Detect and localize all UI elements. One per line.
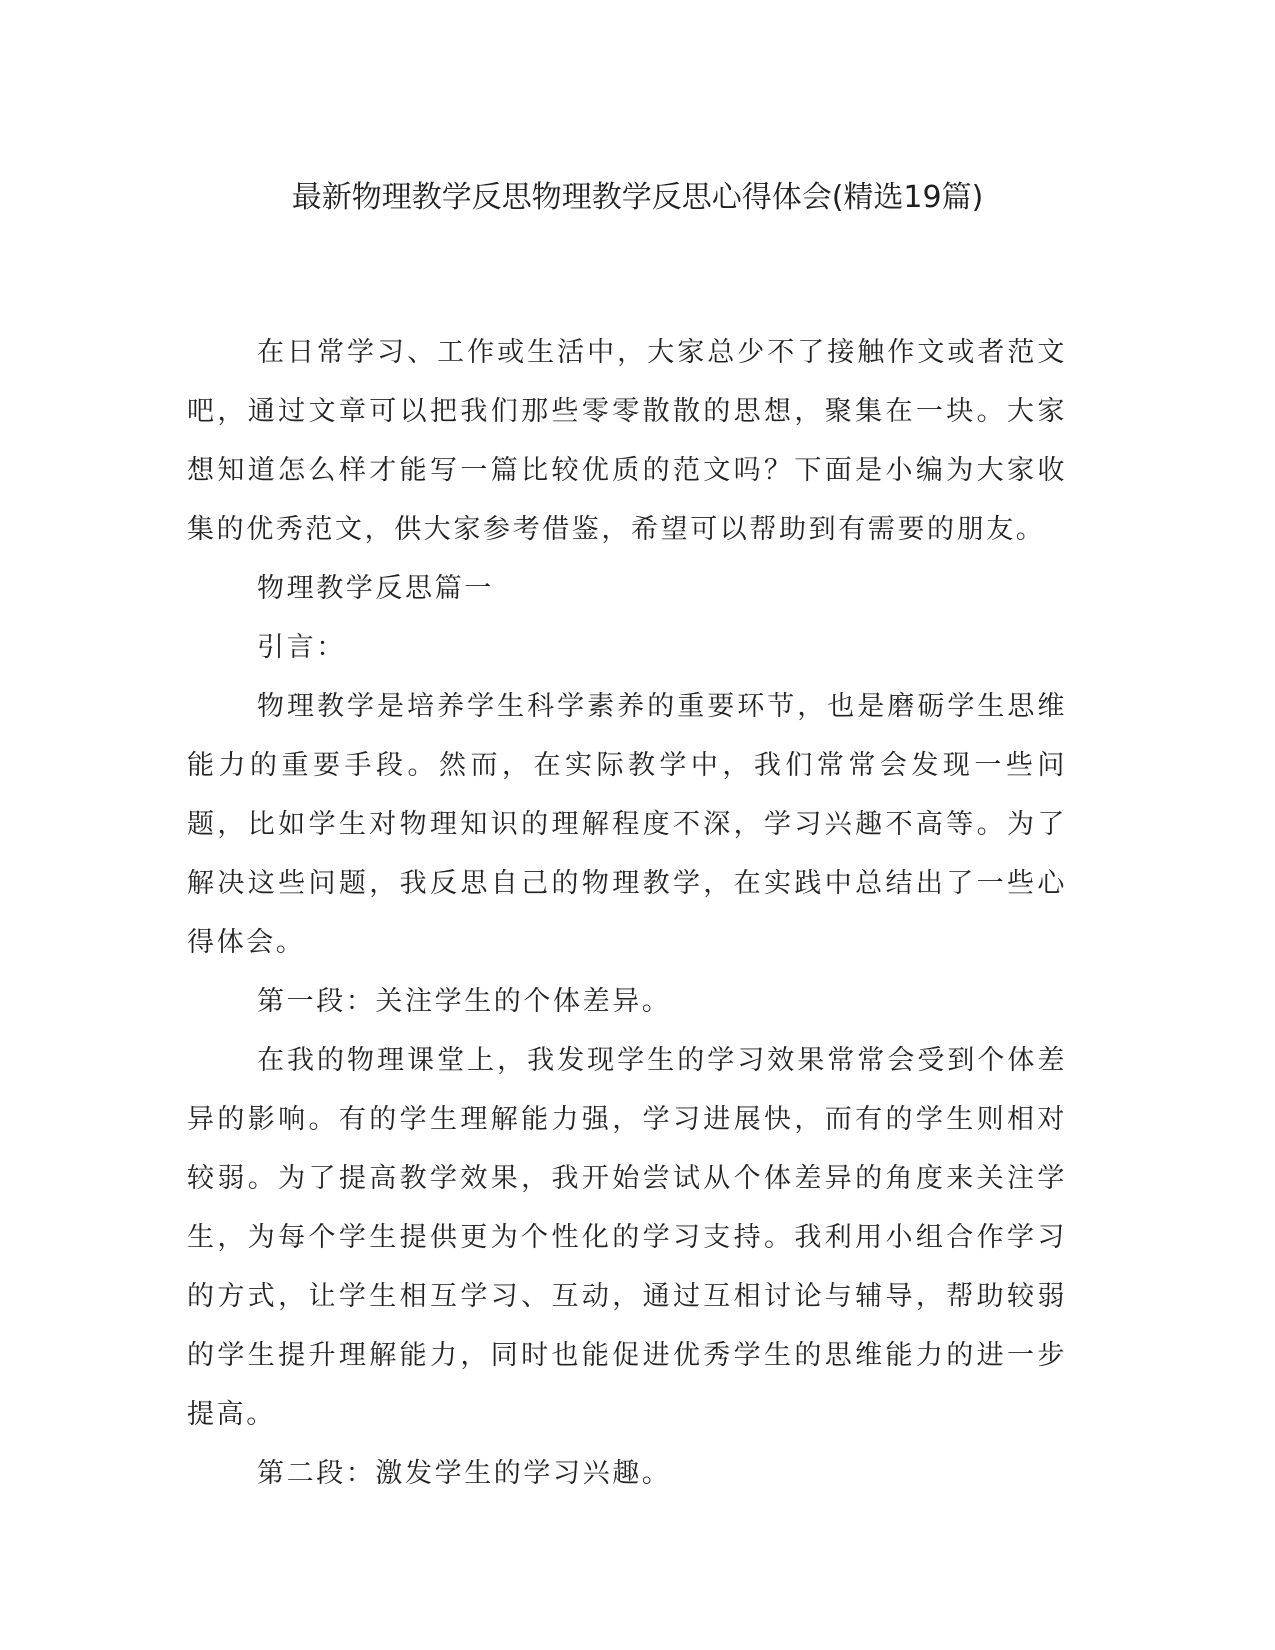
- first-segment-paragraph: 在我的物理课堂上，我发现学生的学习效果常常会受到个体差异的影响。有的学生理解能力强，学习进展快，而有的学生则相对较弱。为了提高教学效果，我开始尝试从个体差异的角度来关注学生，为每个学生提供更为个性化的学习支持。我利用小组合作学习的方式，让学生相互学习、互动，通过互相讨论与辅导，帮助较弱的学生提升理解能力，同时也能促进优秀学生的思维能力的进一步提高。: [187, 1045, 1067, 1430]
- intro-paragraph: 在日常学习、工作或生活中，大家总少不了接触作文或者范文吧，通过文章可以把我们那些零零散散的思想，聚集在一块。大家想知道怎么样才能写一篇比较优质的范文吗？下面是小编为大家收集的优秀范文，供大家参考借鉴，希望可以帮助到有需要的朋友。: [187, 337, 1067, 545]
- section-heading-first-segment: 第一段：关注学生的个体差异。: [257, 986, 672, 1017]
- introduction-label: 引言：: [257, 632, 346, 663]
- introduction-paragraph: 物理教学是培养学生科学素养的重要环节，也是磨砺学生思维能力的重要手段。然而，在实际教学中，我们常常会发现一些问题，比如学生对物理知识的理解程度不深，学习兴趣不高等。为了解决这些问题，我反思自己的物理教学，在实践中总结出了一些心得体会。: [187, 691, 1067, 958]
- section-heading-part-one: 物理教学反思篇一: [257, 573, 494, 604]
- document-title: 最新物理教学反思物理教学反思心得体会(精选19篇): [291, 180, 984, 215]
- document-body: [187, 323, 1067, 1503]
- section-heading-second-segment: 第二段：激发学生的学习兴趣。: [257, 1458, 672, 1489]
